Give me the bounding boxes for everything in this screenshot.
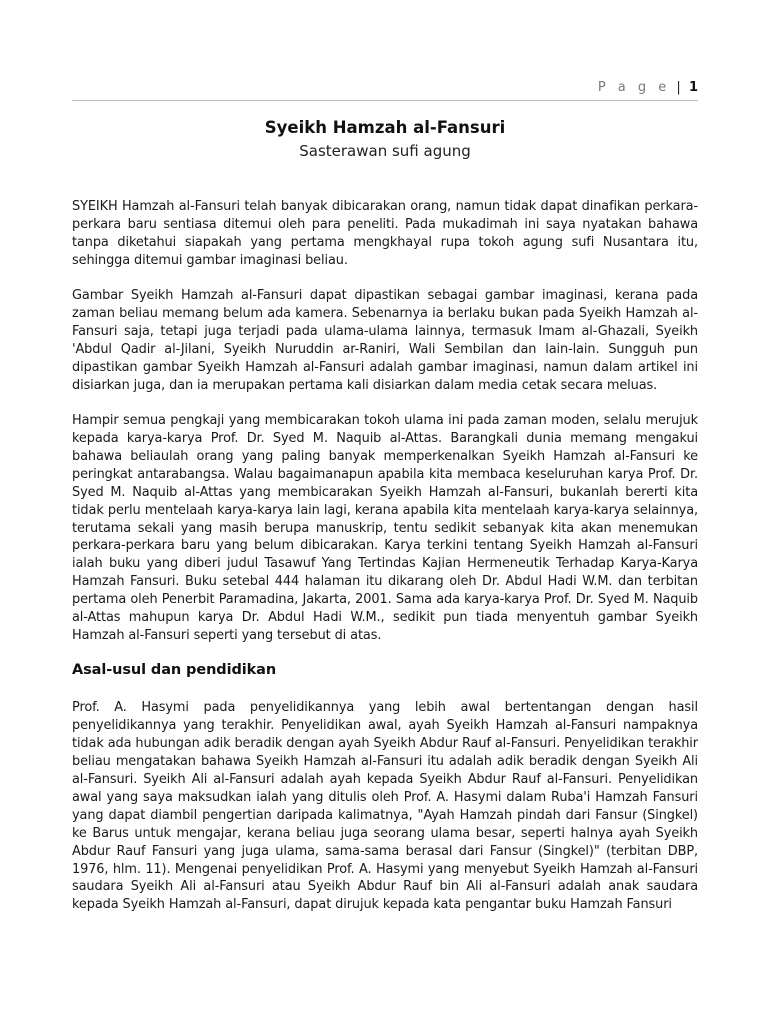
page-header [72,80,698,101]
paragraph-intro: SYEIKH Hamzah al-Fansuri telah banyak dibicarakan orang, namun tidak dapat dinafikan perkara-perkara baru sentiasa ditemui oleh para peneliti. Pada mukadimah ini saya nyatakan bahawa tanpa diketahui siapakah yang pertama mengkhayal rupa tokoh agung sufi Nusantara itu, sehingga ditemui gambar imaginasi beliau. [72,199,698,268]
article-body [72,198,698,932]
page-number: 1 [688,80,698,95]
article-title: Syeikh Hamzah al-Fansuri [264,118,506,137]
page-label: P a g e [597,80,671,95]
section-heading: Asal-usul dan pendidikan [72,662,277,679]
paragraph-origin: Prof. A. Hasymi pada penyelidikannya yang lebih awal bertentangan dengan hasil penyelidikannya yang terakhir. Penyelidikan awal, ayah Syeikh Hamzah al-Fansuri nampaknya tidak ada hubungan adik beradik dengan ayah Syeikh Abdur Rauf al-Fansuri. Penyelidikan terakhir beliau mengatakan bahawa Syeikh Hamzah al-Fansuri itu adalah adik beradik dengan Syeikh Ali al-Fansuri. Syeikh Ali al-Fansuri adalah ayah kepada Syeikh Abdur Rauf al-Fansuri. Penyelidikan awal yang saya maksudkan ialah yang ditulis oleh Prof. A. Hasymi dalam Ruba'i Hamzah Fansuri yang dapat diambil pengertian daripada kalimatnya, "Ayah Hamzah pindah dari Fansur (Singkel) ke Barus untuk mengajar, kerana beliau juga seorang ulama besar, seperti halnya ayah Syeikh Abdur Rauf Fansuri yang juga ulama, sama-sama berasal dari Fansur (Singkel)" (terbitan DBP, 1976, hlm. 11). Mengenai penyelidikan Prof. A. Hasymi yang menyebut Syeikh Hamzah al-Fansuri saudara Syeikh Ali al-Fansuri atau Syeikh Abdur Rauf bin Ali al-Fansuri adalah anak saudara kepada Syeikh Hamzah al-Fansuri, dapat dirujuk kepada kata pengantar buku Hamzah Fansuri [72,700,698,913]
paragraph-image: Gambar Syeikh Hamzah al-Fansuri dapat dipastikan sebagai gambar imaginasi, kerana pada zaman beliau memang belum ada kamera. Sebenarnya ia berlaku bukan pada Syeikh Hamzah al-Fansuri saja, tetapi juga terjadi pada ulama-ulama lainnya, termasuk Imam al-Ghazali, Syeikh 'Abdul Qadir al-Jilani, Syeikh Nuruddin ar-Raniri, Wali Sembilan dan lain-lain. Sungguh pun dipastikan gambar Syeikh Hamzah al-Fansuri adalah gambar imaginasi, namun dalam artikel ini disiarkan juga, dan ia merupakan pertama kali disiarkan dalam media cetak secara meluas. [72,288,698,393]
paragraph-research: Hampir semua pengkaji yang membicarakan tokoh ulama ini pada zaman moden, selalu merujuk kepada karya-karya Prof. Dr. Syed M. Naquib al-Attas. Barangkali dunia memang mengakui bahawa beliaulah orang yang paling banyak memperkenalkan Syeikh Hamzah al-Fansuri ke peringkat antarabangsa. Walau bagaimanapun apabila kita membaca keseluruhan karya Prof. Dr. Syed M. Naquib al-Attas yang membicarakan Syeikh Hamzah al-Fansuri, bukanlah bererti kita tidak perlu mentelaah karya-karya lain lagi, kerana apabila kita mentelaah karya-karya selainnya, terutama sekali yang masih berupa manuskrip, tentu sedikit sebanyak kita akan menemukan perkara-perkara baru yang belum dibicarakan. Karya terkini tentang Syeikh Hamzah al-Fansuri ialah buku yang diberi judul Tasawuf Yang Tertindas Kajian Hermeneutik Terhadap Karya-Karya Hamzah Fansuri. Buku setebal 444 halaman itu dikarang oleh Dr. Abdul Hadi W.M. dan terbitan pertama oleh Penerbit Paramadina, Jakarta, 2001. Sama ada karya-karya Prof. Dr. Syed M. Naquib al-Attas mahupun karya Dr. Abdul Hadi W.M., sedikit pun tiada menyentuh gambar Syeikh Hamzah al-Fansuri seperti yang tersebut di atas. [72,413,698,643]
article-subtitle: Sasterawan sufi agung [299,142,471,160]
page-separator: | [676,80,681,95]
